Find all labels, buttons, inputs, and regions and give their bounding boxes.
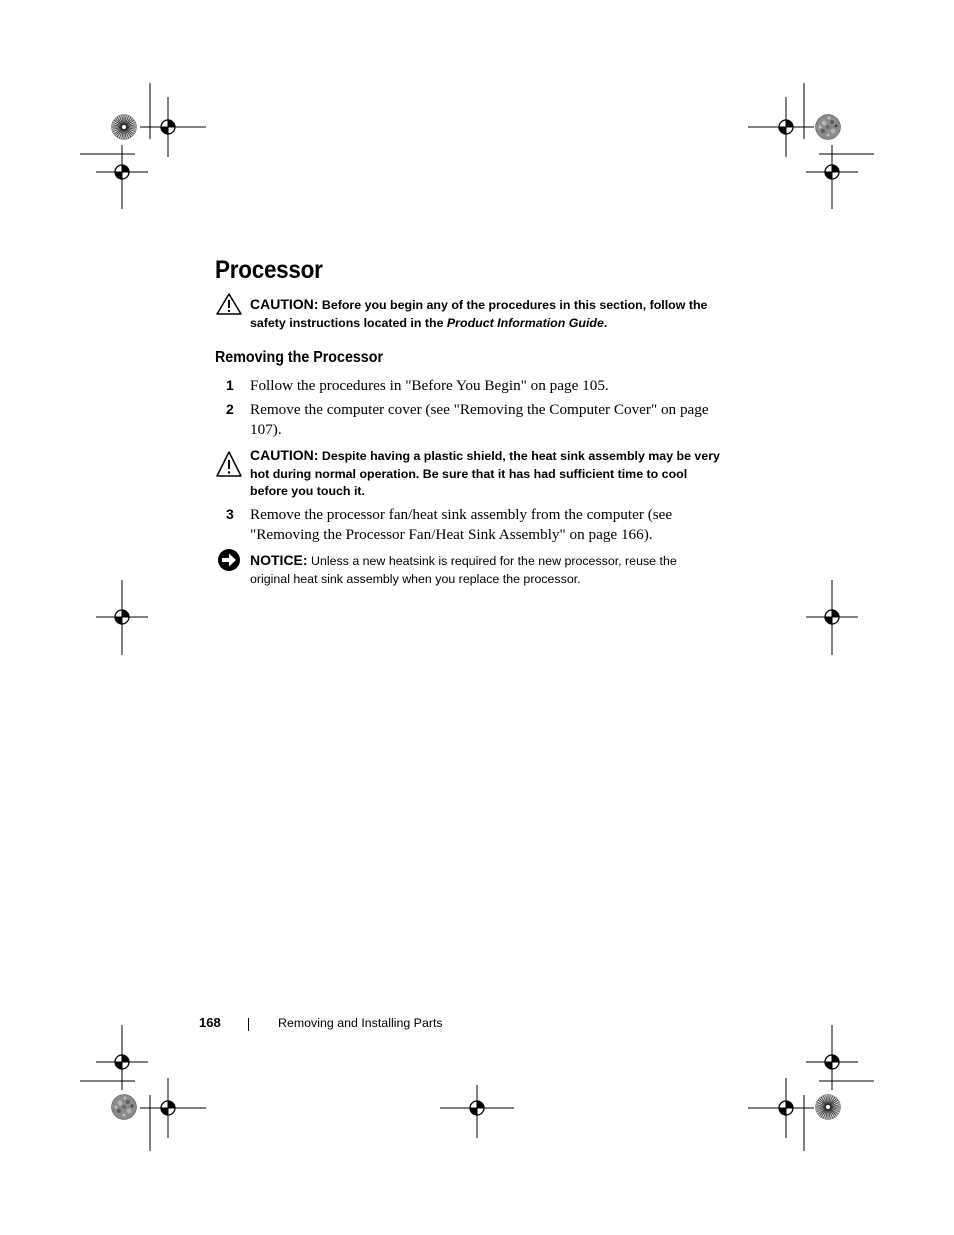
- caution-note: [215, 292, 735, 332]
- section-heading: Removing the Processor: [215, 349, 384, 366]
- caution-triangle-icon: [215, 450, 243, 484]
- caution-text: Despite having a plastic shield, the heat sink assembly may be very hot during normal operation. Be sure that it has had sufficient time to cool before you touch it.: [250, 449, 720, 498]
- notice-text: Unless a new heatsink is required for the new processor, reuse the original heat sink assembly when you replace the processor.: [250, 554, 677, 586]
- caution-triangle-icon: [215, 292, 243, 316]
- caution-text-end: .: [603, 315, 608, 330]
- notice-label: NOTICE:: [250, 552, 308, 568]
- step-number: 1: [226, 377, 234, 393]
- step-text: Remove the computer cover (see "Removing the Computer Cover" on page 107).: [250, 401, 709, 438]
- step-number: 2: [226, 401, 234, 417]
- caution-label: CAUTION:: [250, 447, 319, 463]
- step-text: Remove the processor fan/heat sink assembly from the computer (see "Removing the Processor Fan/Heat Sink Assembly" on page 166).: [250, 506, 673, 543]
- footer-divider: [248, 1018, 249, 1031]
- caution-label: CAUTION:: [250, 296, 319, 312]
- page-title: Processor: [215, 256, 323, 284]
- page-number: 168: [199, 1015, 221, 1030]
- step-text: Follow the procedures in "Before You Begin" on page 105.: [250, 377, 609, 394]
- list-item: [226, 505, 706, 545]
- caution-guide-title: Product Information Guide: [446, 315, 604, 330]
- list-item: [226, 376, 706, 398]
- notice-note: [215, 548, 735, 588]
- list-item: [226, 400, 709, 440]
- caution-text: Before you begin any of the procedures in this section, follow the safety instructions located in the: [250, 298, 708, 330]
- notice-arrow-icon: [217, 548, 245, 574]
- step-number: 3: [226, 506, 234, 522]
- footer-chapter: Removing and Installing Parts: [278, 1016, 443, 1030]
- caution-note: [215, 444, 735, 502]
